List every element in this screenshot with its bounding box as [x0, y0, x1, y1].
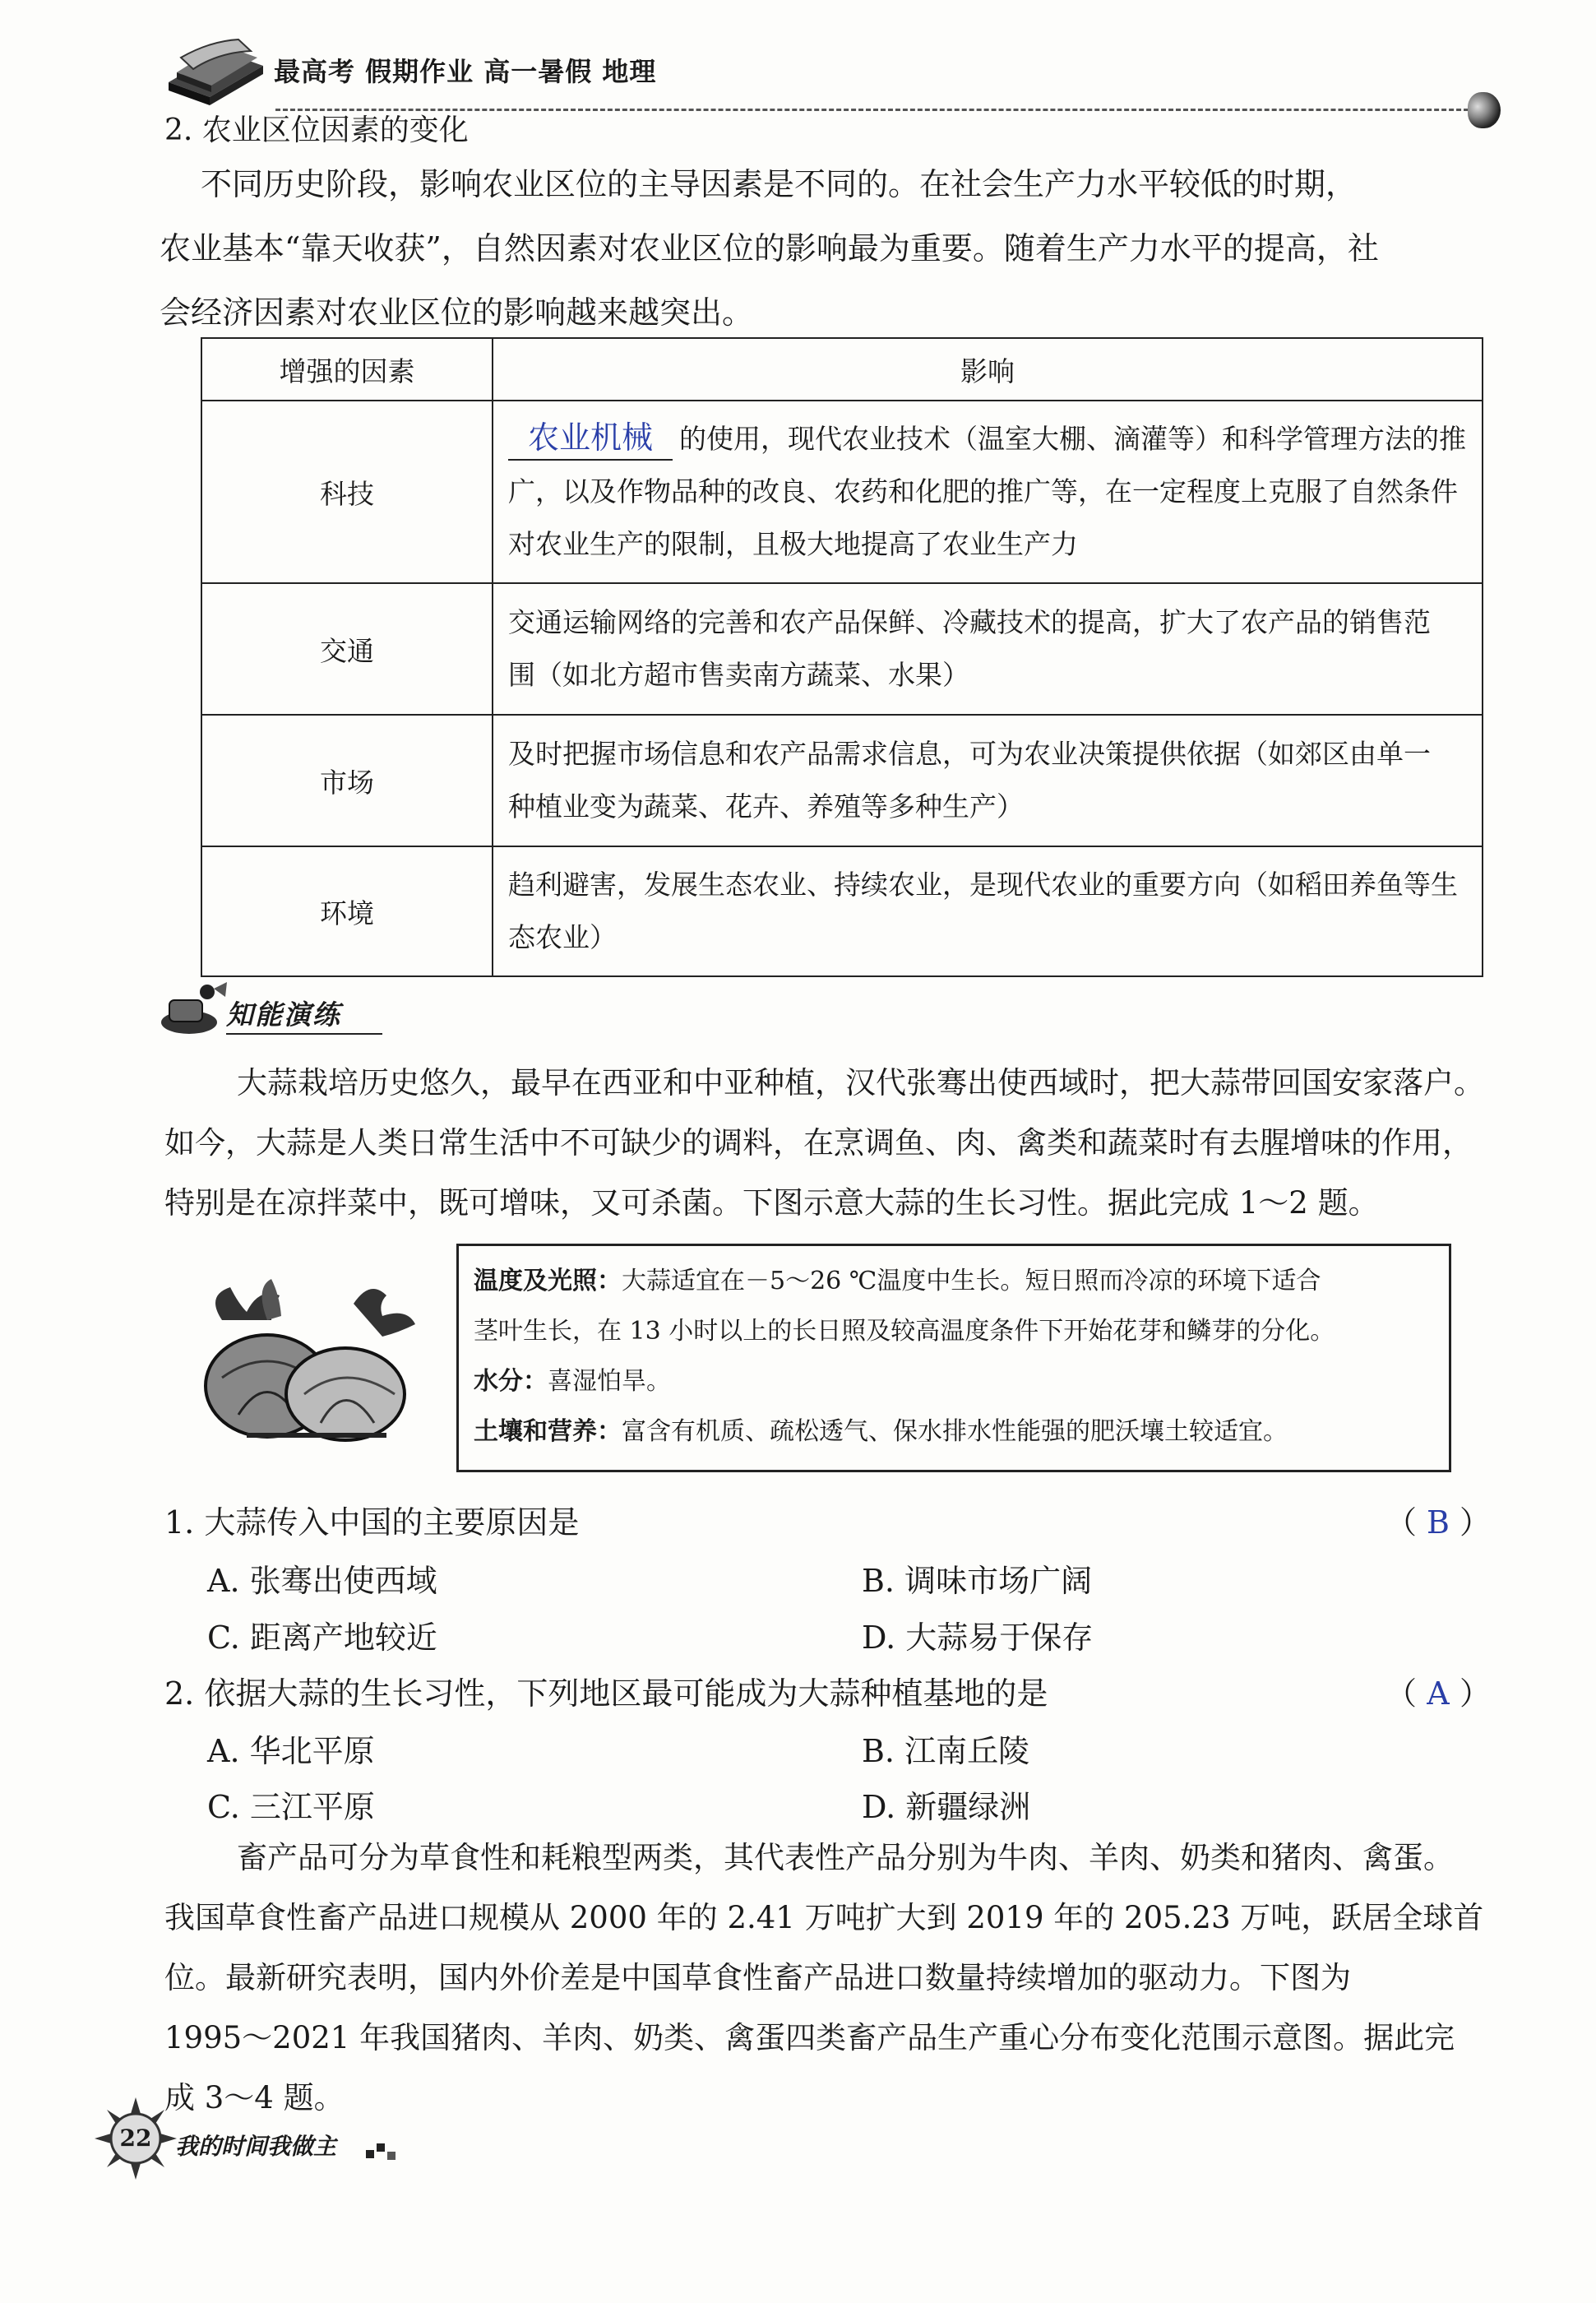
growth-habits-box: [456, 1244, 1451, 1472]
temp-text: 茎叶生长，在 13 小时以上的长日照及较高温度条件下开始花芽和鳞芽的分化。: [474, 1317, 1335, 1346]
passage-line: 位。最新研究表明，国内外价差是中国草食性畜产品进口数量持续增加的驱动力。下图为: [164, 1960, 1351, 1995]
option: D. 新疆绿洲: [862, 1789, 1031, 1825]
factors-table: [201, 337, 1483, 977]
table-row: [201, 401, 1483, 583]
practice-badge: [156, 977, 378, 1043]
page-footer: [95, 2097, 423, 2180]
soil-label: 土壤和营养：: [474, 1417, 622, 1446]
impact-text: 围（如北方超市售卖南方蔬菜、水果）: [508, 659, 969, 691]
factor-cell: 科技: [201, 401, 493, 583]
garlic-passage: [164, 1053, 1497, 1233]
option: D. 大蒜易于保存: [862, 1620, 1094, 1656]
option: A. 华北平原: [207, 1733, 375, 1769]
livestock-passage: [164, 1828, 1497, 2128]
intro-line: 不同历史阶段，影响农业区位的主导因素是不同的。在社会生产力水平较低的时期，: [201, 166, 1358, 202]
intro-line: 农业基本“靠天收获”，自然因素对农业区位的影响最为重要。随着生产力水平的提高，社: [160, 230, 1379, 266]
table-row: [201, 846, 1483, 976]
option: A. 张骞出使西域: [207, 1563, 437, 1599]
question-2-answer: A: [1427, 1675, 1450, 1712]
practice-icon: [156, 977, 230, 1043]
factor-cell: 交通: [201, 583, 493, 715]
water-label: 水分：: [474, 1367, 548, 1396]
table-row: [201, 583, 1483, 715]
temp-label: 温度及光照：: [474, 1267, 622, 1295]
passage-line: 我国草食性畜产品进口规模从 2000 年的 2.41 万吨扩大到 2019 年的 205.23 万吨，跃居全球首: [164, 1900, 1484, 1935]
intro-paragraph: [160, 152, 1483, 345]
garlic-illustration: [189, 1271, 436, 1443]
footer-slogan: 我的时间我做主: [175, 2133, 337, 2160]
table-header-factor: 增强的因素: [201, 338, 493, 401]
impact-cell: [493, 846, 1483, 976]
question-2-answer-box: （ A ）: [1386, 1675, 1492, 1712]
option: C. 三江平原: [207, 1789, 375, 1825]
passage-line: 成 3～4 题。: [164, 2080, 345, 2115]
page-number: 22: [119, 2125, 152, 2152]
impact-text: 种植业变为蔬菜、花卉、养殖等多种生产）: [508, 790, 1024, 822]
factor-cell: 环境: [201, 846, 493, 976]
impact-text: 的使用，现代农业技术（温室大棚、滴灌等）和科学管理方法的推: [679, 423, 1466, 455]
passage-line: 如今，大蒜是人类日常生活中不可缺少的调料，在烹调鱼、肉、禽类和蔬菜时有去腥增味的作用，: [164, 1125, 1473, 1161]
practice-label: 知能演练: [226, 999, 341, 1031]
impact-text: 交通运输网络的完善和农产品保鲜、冷藏技术的提高，扩大了农产品的销售范: [508, 606, 1431, 638]
impact-text: 趋利避害，发展生态农业、持续农业，是现代农业的重要方向（如稻田养鱼等生: [508, 869, 1458, 901]
practice-underline: [226, 1033, 382, 1035]
passage-line: 1995～2021 年我国猪肉、羊肉、奶类、禽蛋四类畜产品生产重心分布变化范围示意图。据此完: [164, 2020, 1455, 2055]
option: B. 江南丘陵: [862, 1733, 1030, 1769]
soil-text: 富含有机质、疏松透气、保水排水性能强的肥沃壤土较适宜。: [622, 1417, 1288, 1446]
section-title: 2. 农业区位因素的变化: [164, 114, 469, 147]
impact-text: 及时把握市场信息和农产品需求信息，可为农业决策提供依据（如郊区由单一: [508, 738, 1431, 770]
handwritten-answer: 农业机械: [508, 416, 673, 461]
temp-text: 大蒜适宜在－5～26 ℃温度中生长。短日照而冷凉的环境下适合: [622, 1267, 1321, 1295]
impact-text: 对农业生产的限制，且极大地提高了农业生产力: [508, 528, 1078, 560]
passage-line: 特别是在凉拌菜中，既可增味，又可杀菌。下图示意大蒜的生长习性。据此完成 1～2 题。: [164, 1185, 1379, 1221]
impact-cell: [493, 401, 1483, 583]
header-title: 最高考 假期作业 高一暑假 地理: [274, 56, 657, 87]
table-header-impact: 影响: [493, 338, 1483, 401]
question-1-stem: 1. 大蒜传入中国的主要原因是: [164, 1504, 580, 1541]
passage-line: 畜产品可分为草食性和耗粮型两类，其代表性产品分别为牛肉、羊肉、奶类和猪肉、禽蛋。: [237, 1840, 1454, 1875]
question-1-answer: B: [1427, 1504, 1450, 1541]
question-2-stem: 2. 依据大蒜的生长习性，下列地区最可能成为大蒜种植基地的是: [164, 1675, 1048, 1712]
option: C. 距离产地较近: [207, 1620, 437, 1656]
impact-cell: [493, 583, 1483, 715]
option: B. 调味市场广阔: [862, 1563, 1093, 1599]
impact-text: 态农业）: [508, 921, 617, 953]
question-1-answer-box: （ B ）: [1386, 1504, 1492, 1541]
squares-icon: [366, 2138, 399, 2163]
impact-text: 广，以及作物品种的改良、农药和化肥的推广等，在一定程度上克服了自然条件: [508, 475, 1458, 507]
table-header-row: [201, 338, 1483, 401]
factor-cell: 市场: [201, 715, 493, 846]
table-row: [201, 715, 1483, 846]
intro-line: 会经济因素对农业区位的影响越来越突出。: [160, 294, 754, 331]
header-ornament-icon: [1468, 92, 1501, 128]
water-text: 喜湿怕旱。: [548, 1367, 671, 1396]
impact-cell: [493, 715, 1483, 846]
books-icon: [160, 33, 267, 107]
passage-line: 大蒜栽培历史悠久，最早在西亚和中亚种植，汉代张骞出使西域时，把大蒜带回国安家落户。: [237, 1065, 1484, 1101]
